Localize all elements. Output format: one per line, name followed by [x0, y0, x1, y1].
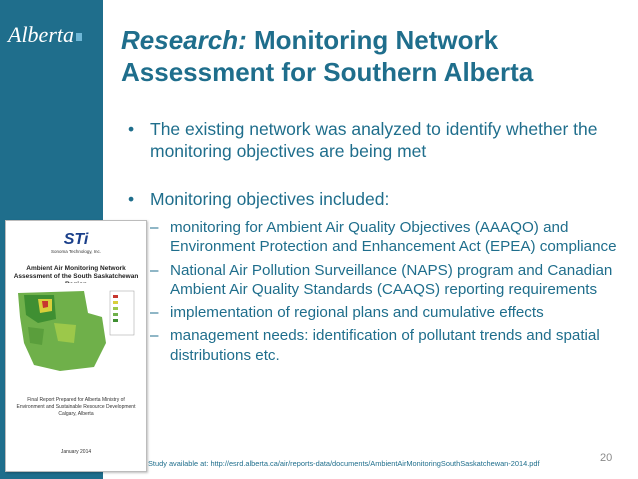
report-date: January 2014 [60, 449, 92, 455]
slide-content [128, 118, 628, 369]
study-url[interactable]: http://esrd.alberta.ca/air/reports-data/documents/AmbientAirMonitoringSouthSaskatchewan-2014.pdf [208, 459, 540, 468]
sub-bullet-list [128, 218, 628, 365]
report-logo: STi [63, 231, 89, 248]
page-number: 20 [600, 452, 613, 464]
sub-bullet-4: – management needs: identification of pollutant trends and spatial distributions etc. [150, 326, 628, 365]
sub-bullet-2: – National Air Pollution Surveillance (NAPS) program and Canadian Ambient Air Quality Standards (CAAQS) reporting requirements [150, 261, 628, 300]
report-title: Ambient Air Monitoring Network Assessment of the South Saskatchewan [13, 265, 139, 280]
report-company: Sonoma Technology, Inc. [50, 249, 102, 254]
sub-bullet-1: – monitoring for Ambient Air Quality Objectives (AAAQO) and Environment Protection and Enhancement Act (EPEA) compliance [150, 218, 628, 257]
report-map-image [14, 283, 138, 375]
title-rest: Monitoring Network Assessment for Southern Alberta [121, 25, 534, 87]
sub-bullet-3: – implementation of regional plans and cumulative effects [150, 303, 628, 322]
bullet-2: • Monitoring objectives included: [128, 188, 628, 210]
report-prepared-for: Final Report Prepared for Alberta Ministry of Environment and Sustainable Resource Development Calgary, Alberta [16, 397, 136, 417]
logo-mark-icon [76, 33, 82, 41]
study-link[interactable] [148, 459, 540, 468]
report-cover-thumbnail [5, 220, 147, 472]
title-lead: Research: [121, 25, 247, 55]
study-label: Study available at: [148, 459, 209, 468]
slide-title [121, 24, 621, 88]
bullet-1: • The existing network was analyzed to identify whether the monitoring objectives are being met [128, 118, 628, 162]
logo-text: Alberta [8, 22, 74, 47]
alberta-logo [8, 20, 98, 50]
